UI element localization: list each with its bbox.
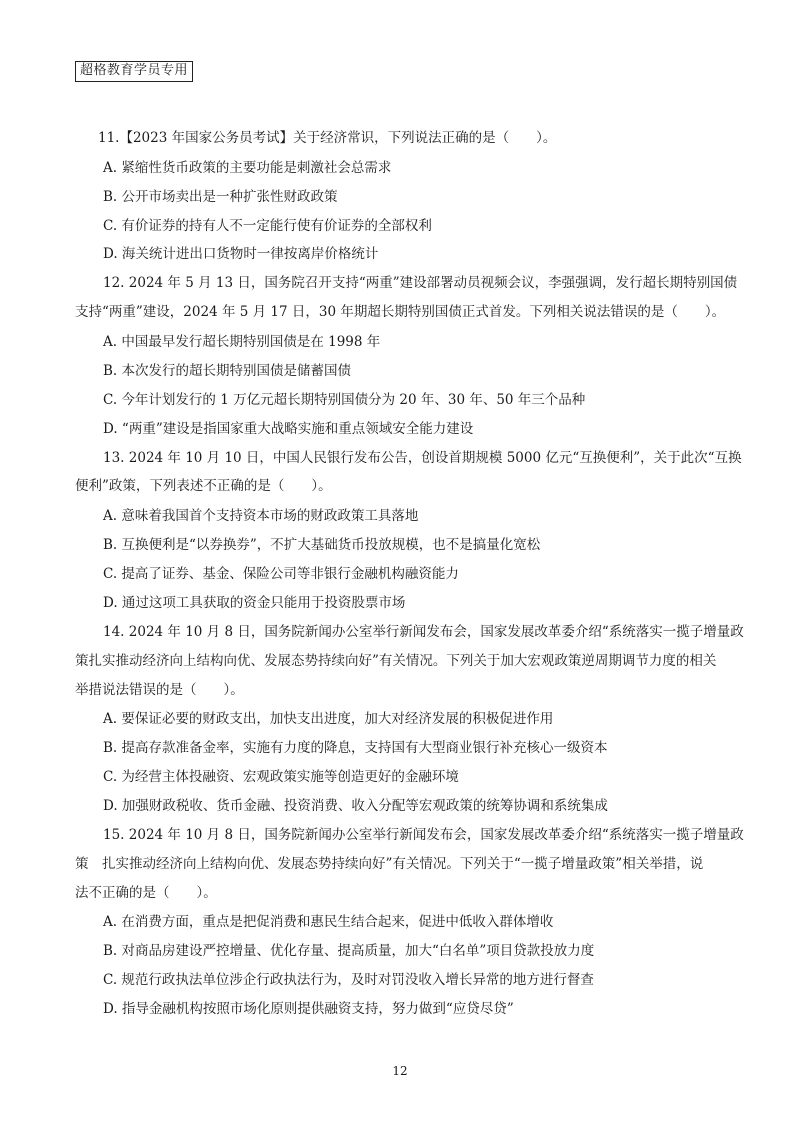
question-14-option-b: B. 提高存款准备金率，实施有力度的降息，支持国有大型商业银行补充核心一级资本 [103,740,608,756]
question-11-option-c: C. 有价证券的持有人不一定能行使有价证券的全部权利 [103,218,432,234]
question-13-option-d: D. 通过这项工具获取的资金只能用于投资股票市场 [103,595,406,611]
question-14-option-a: A. 要保证必要的财政支出，加快支出进度，加大对经济发展的积极促进作用 [103,711,554,727]
question-15-stem-line-2: 策 扎实推动经济向上结构向优、发展态势持续向好”有关情况。下列关于“一揽子增量政策”相关举措，说 [75,856,704,872]
question-13-option-c: C. 提高了证券、基金、保险公司等非银行金融机构融资能力 [103,566,459,582]
question-15-option-d: D. 指导金融机构按照市场化原则提供融资支持，努力做到“应贷尽贷” [103,1001,514,1017]
question-12-option-c: C. 今年计划发行的 1 万亿元超长期特别国债分为 20 年、30 年、50 年三个品种 [103,392,586,408]
question-12-option-a: A. 中国最早发行超长期特别国债是在 1998 年 [103,334,381,350]
question-14-stem-line-3: 举措说法错误的是（ ）。 [75,682,244,698]
question-12-stem-line-1: 12. 2024 年 5 月 13 日，国务院召开支持“两重”建设部署动员视频会议，李强强调，发行超长期特别国债 [103,275,738,291]
question-15-stem-line-3: 法不正确的是（ ）。 [75,885,217,901]
question-14-stem-line-1: 14. 2024 年 10 月 8 日，国务院新闻办公室举行新闻发布会，国家发展改革委介绍“系统落实一揽子增量政 [103,624,744,640]
header-tag: 超格教育学员专用 [75,61,193,82]
question-14-option-d: D. 加强财政税收、货币金融、投资消费、收入分配等宏观政策的统筹协调和系统集成 [103,798,608,814]
question-11-option-a: A. 紧缩性货币政策的主要功能是刺激社会总需求 [103,160,392,176]
question-15-stem-line-1: 15. 2024 年 10 月 8 日，国务院新闻办公室举行新闻发布会，国家发展改革委介绍“系统落实一揽子增量政 [103,827,744,843]
question-13-stem-line-1: 13. 2024 年 10 月 10 日，中国人民银行发布公告，创设首期规模 5000 亿元“互换便利”，关于此次“互换 [103,450,742,466]
question-11-stem-line-1: 11.【2023 年国家公务员考试】关于经济常识，下列说法正确的是（ ）。 [98,130,557,146]
question-13-option-b: B. 互换便利是“以券换券”，不扩大基础货币投放规模，也不是搞量化宽松 [103,537,541,553]
question-14-stem-line-2: 策扎实推动经济向上结构向优、发展态势持续向好”有关情况。下列关于加大宏观政策逆周期调节力度的相关 [75,653,717,669]
question-12-stem-line-2: 支持“两重”建设，2024 年 5 月 17 日，30 年期超长期特别国债正式首发。下列相关说法错误的是（ ）。 [75,304,726,320]
question-14-option-c: C. 为经营主体投融资、宏观政策实施等创造更好的金融环境 [103,769,459,785]
question-13-stem-line-2: 便利”政策，下列表述不正确的是（ ）。 [75,478,332,494]
question-11-option-b: B. 公开市场卖出是一种扩张性财政政策 [103,189,338,205]
question-12-option-d: D. “两重”建设是指国家重大战略实施和重点领域安全能力建设 [103,421,474,437]
question-15-option-a: A. 在消费方面，重点是把促消费和惠民生结合起来，促进中低收入群体增收 [103,914,554,930]
question-13-option-a: A. 意味着我国首个支持资本市场的财政政策工具落地 [103,508,419,524]
page-number: 12 [392,1064,408,1078]
question-15-option-b: B. 对商品房建设严控增量、优化存量、提高质量，加大“白名单”项目贷款投放力度 [103,943,595,959]
question-12-option-b: B. 本次发行的超长期特别国债是储蓄国债 [103,363,352,379]
question-15-option-c: C. 规范行政执法单位涉企行政执法行为，及时对罚没收入增长异常的地方进行督查 [103,972,594,988]
question-11-option-d: D. 海关统计进出口货物时一律按离岸价格统计 [103,246,379,262]
